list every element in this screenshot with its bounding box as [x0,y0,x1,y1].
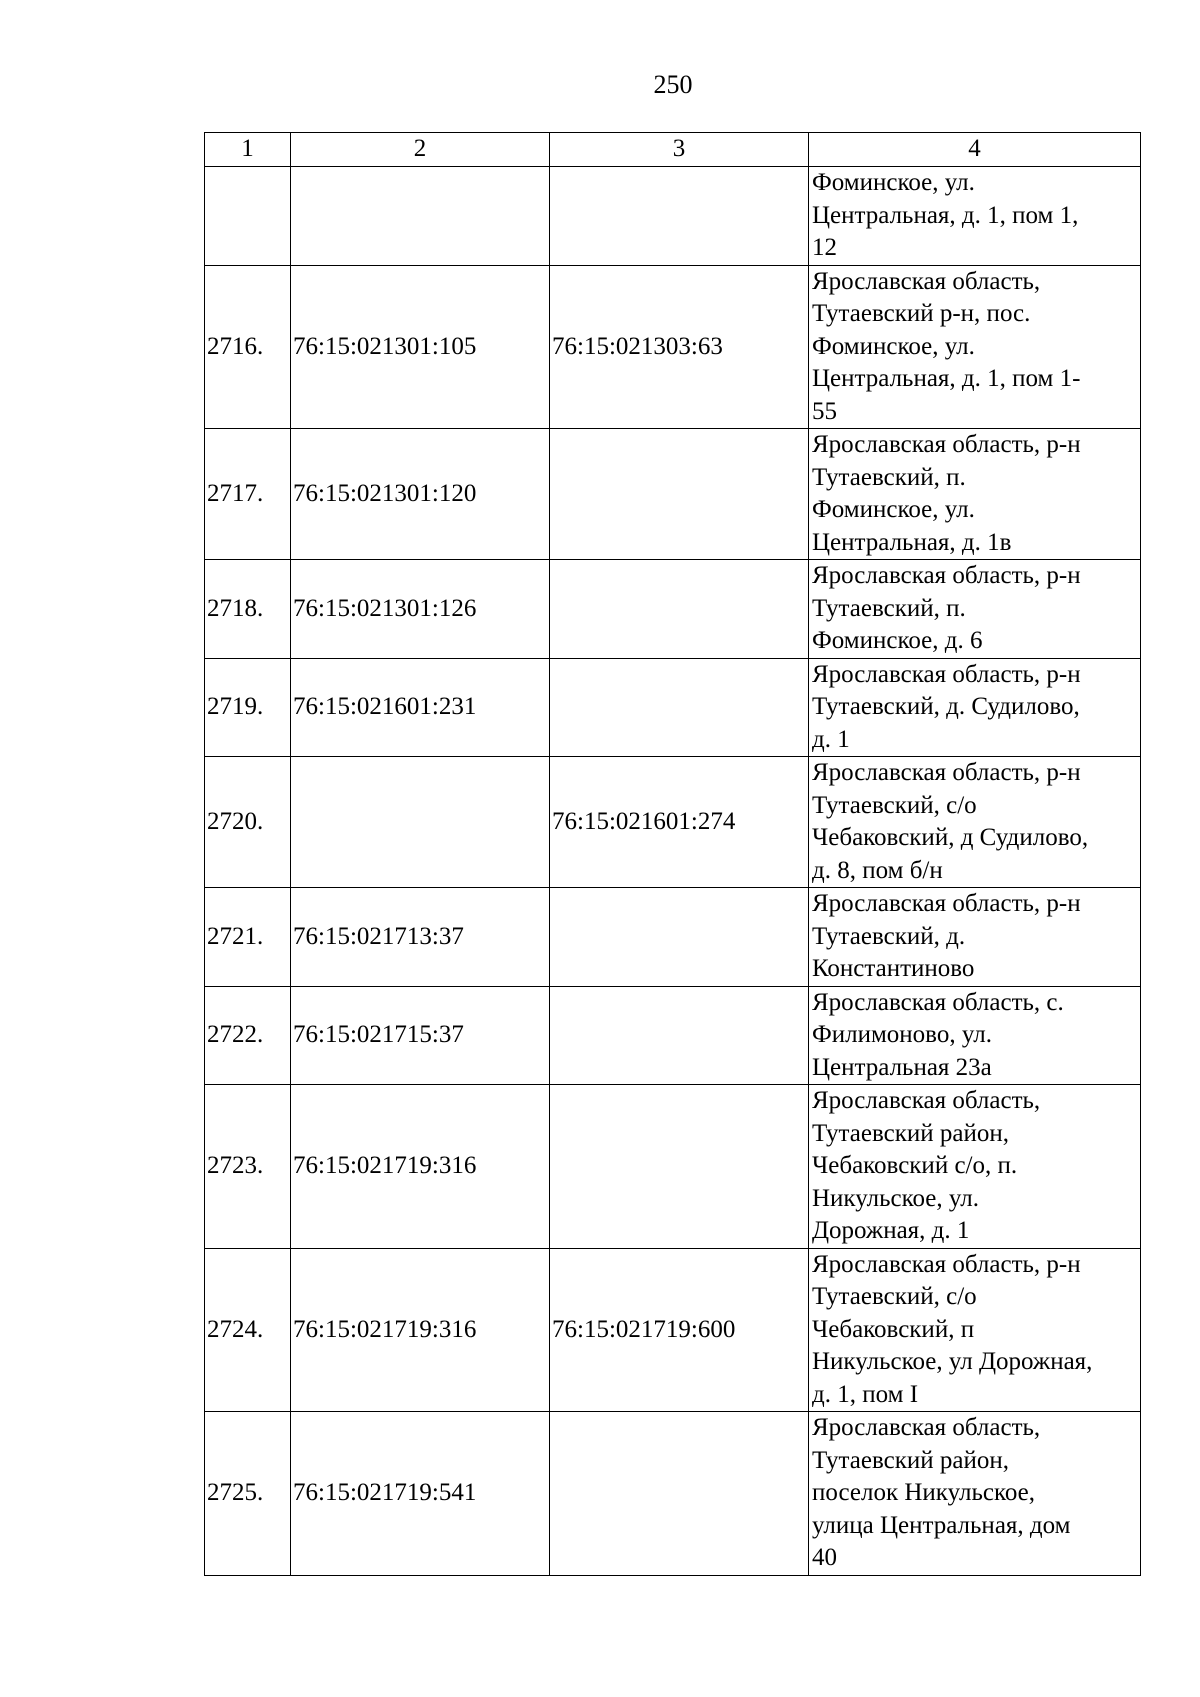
cadastral-number: 76:15:021715:37 [291,986,550,1085]
address-line: Ярославская область, [812,267,1041,295]
address-line: Тутаевский, п. [812,594,966,622]
address-line: 12 [812,234,837,261]
cadastral-number: 76:15:021719:316 [291,1248,550,1412]
address-line: Фоминское, ул. [812,332,975,360]
table-body [205,167,1141,1576]
address-line: Центральная, д. 1в [812,528,1012,556]
cadastral-number [291,757,550,888]
row-number: 2723. [205,1085,291,1249]
address-line: Ярославская область, с. [812,988,1064,1016]
address-cell [809,429,1141,560]
address-line: Константиново [812,955,975,982]
related-cadastral-number: 76:15:021303:63 [550,265,809,429]
address-line: Ярославская область, р-н [812,1250,1081,1278]
address-line: Тутаевский, с/о [812,1283,977,1310]
column-header-1: 1 [205,133,291,167]
address-line: д. 1 [812,725,850,753]
address-line: 40 [812,1544,837,1571]
address-line: Ярославская область, [812,1087,1041,1114]
related-cadastral-number: 76:15:021719:600 [550,1248,809,1412]
cadastral-number: 76:15:021719:541 [291,1412,550,1576]
page-number: 250 [653,70,693,99]
header-row [205,133,1141,167]
address-line: д. 8, пом б/н [812,856,943,884]
related-cadastral-number [550,429,809,560]
table-row [205,560,1141,659]
address-line: Ярославская область, р-н [812,759,1081,786]
cadastral-number: 76:15:021301:126 [291,560,550,659]
address-line: Центральная, д. 1, пом 1- [812,365,1081,392]
address-cell [809,757,1141,888]
cadastral-number: 76:15:021301:105 [291,265,550,429]
row-number: 2722. [205,986,291,1085]
related-cadastral-number [550,986,809,1085]
table-row [205,167,1141,266]
row-number: 2717. [205,429,291,560]
table-row [205,757,1141,888]
address-cell [809,986,1141,1085]
row-number: 2719. [205,658,291,757]
address-cell [809,167,1141,266]
address-line: Чебаковский с/о, п. [812,1152,1018,1179]
address-cell [809,658,1141,757]
table-header [205,133,1141,167]
table-row [205,265,1141,429]
address-line: улица Центральная, дом [812,1511,1071,1539]
row-number [205,167,291,266]
address-line: Ярославская область, р-н [812,431,1081,458]
related-cadastral-number: 76:15:021601:274 [550,757,809,888]
row-number: 2718. [205,560,291,659]
table-row [205,986,1141,1085]
address-line: Тутаевский, д. Судилово, [812,693,1080,720]
table-row [205,888,1141,987]
table-row [205,1412,1141,1576]
address-cell [809,1085,1141,1249]
address-cell [809,1412,1141,1576]
address-cell [809,265,1141,429]
address-cell [809,888,1141,987]
column-header-2: 2 [291,133,550,167]
address-line: Чебаковский, д Судилово, [812,824,1089,851]
address-line: Фоминское, д. 6 [812,627,983,654]
cadastral-number: 76:15:021719:316 [291,1085,550,1249]
address-line: Ярославская область, р-н [812,562,1081,589]
cadastral-number: 76:15:021301:120 [291,429,550,560]
column-header-4: 4 [809,133,1141,167]
cadastral-number: 76:15:021713:37 [291,888,550,987]
row-number: 2720. [205,757,291,888]
table-row [205,1248,1141,1412]
address-line: поселок Никульское, [812,1479,1035,1506]
address-cell [809,560,1141,659]
related-cadastral-number [550,658,809,757]
cadastral-number [291,167,550,266]
address-line: Центральная, д. 1, пом 1, [812,201,1079,229]
address-line: Никульское, ул. [812,1184,980,1212]
address-line: Фоминское, ул. [812,496,975,523]
column-header-3: 3 [550,133,809,167]
address-cell [809,1248,1141,1412]
address-line: Тутаевский район, [812,1446,1009,1474]
address-line: Фоминское, ул. [812,169,975,196]
table-row [205,429,1141,560]
cadastral-number: 76:15:021601:231 [291,658,550,757]
address-line: Тутаевский р-н, пос. [812,300,1031,327]
address-line: 55 [812,397,837,425]
address-line: Тутаевский, п. [812,463,966,491]
row-number: 2725. [205,1412,291,1576]
address-line: Тутаевский, д. [812,922,966,950]
address-line: Ярославская область, р-н [812,890,1081,917]
address-line: Ярославская область, р-н [812,660,1081,688]
row-number: 2716. [205,265,291,429]
related-cadastral-number [550,888,809,987]
address-line: Никульское, ул Дорожная, [812,1348,1093,1375]
table-row [205,1085,1141,1249]
address-line: Филимоново, ул. [812,1021,992,1048]
related-cadastral-number [550,1412,809,1576]
related-cadastral-number [550,1085,809,1249]
address-line: Тутаевский район, [812,1119,1009,1147]
row-number: 2724. [205,1248,291,1412]
row-number: 2721. [205,888,291,987]
address-line: Тутаевский, с/о [812,791,977,819]
address-line: д. 1, пом I [812,1380,919,1408]
registry-table [204,132,1141,1576]
address-line: Центральная 23а [812,1053,992,1081]
address-line: Ярославская область, [812,1414,1041,1441]
address-line: Чебаковский, п [812,1315,975,1343]
related-cadastral-number [550,167,809,266]
table-row [205,658,1141,757]
related-cadastral-number [550,560,809,659]
address-line: Дорожная, д. 1 [812,1217,970,1244]
